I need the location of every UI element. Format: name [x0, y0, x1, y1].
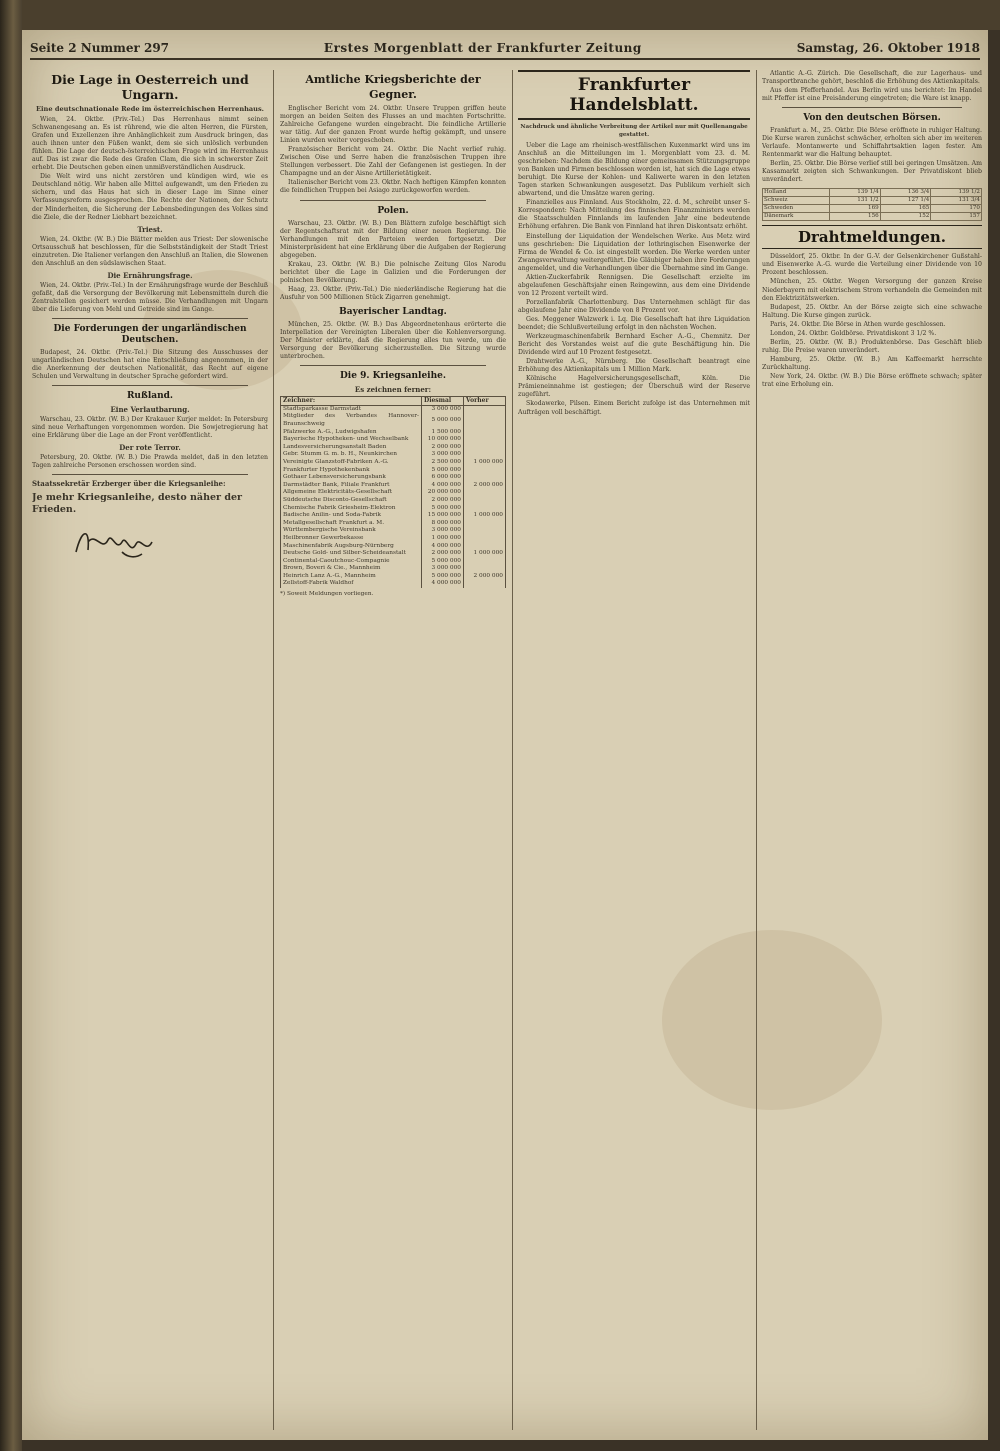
- section-title: Von den deutschen Börsen.: [803, 113, 941, 124]
- table-cell-amount: 2 000 000: [422, 497, 464, 505]
- column-3: [518, 70, 750, 1430]
- divider: [782, 107, 962, 108]
- article-paragraph: Petersburg, 20. Oktbr. (W. B.) Die Prawda meldet, daß in den letzten Tagen zahlreiche Personen erschossen worden sind.: [32, 454, 268, 470]
- table-cell-name: Stadtsparkasse Darmstadt: [281, 405, 422, 413]
- table-cell: 136 3/4: [880, 188, 931, 196]
- table-row: [281, 444, 506, 452]
- table-row: [763, 213, 982, 221]
- table-cell-name: Vereinigte Glanzstoff-Fabriken A.-G.: [281, 459, 422, 467]
- table-cell-amount: 5 000 000: [422, 558, 464, 566]
- table-cell-amount: 3 000 000: [422, 565, 464, 573]
- section-title: Polen.: [377, 205, 409, 216]
- section-title: Die 9. Kriegsanleihe.: [339, 371, 447, 382]
- header-page-number: Seite 2 Nummer 297: [30, 41, 170, 55]
- column-2: [280, 70, 506, 1430]
- table-cell: 152: [880, 213, 931, 221]
- article-paragraph: Werkzeugmaschinenfabrik Bernhard Escher A.-G., Chemnitz. Der Bericht des Vorstandes weist auf die gute Beschäftigung hin. Die Dividende wird auf 10 Prozent festgesetzt.: [518, 333, 750, 357]
- table-row: [281, 550, 506, 558]
- subscription-table: [280, 396, 506, 588]
- header-date: Samstag, 26. Oktober 1918: [796, 41, 980, 55]
- article-paragraph: Italienischer Bericht vom 23. Oktbr. Nach heftigen Kämpfen konnten die feindlichen Truppen bei Asiago zurückgeworfen werden.: [280, 179, 506, 195]
- book-spine: [0, 0, 22, 1451]
- divider: [52, 318, 248, 319]
- article-paragraph: Skodawerke, Pilsen. Einem Bericht zufolge ist das Unternehmen mit Aufträgen voll beschäftigt.: [518, 400, 750, 416]
- article-paragraph: Englischer Bericht vom 24. Oktbr. Unsere Truppen griffen heute morgen an beiden Seiten des Flusses an und machten Fortschritte. Zahlreiche Gefangene wurden eingebracht. Die feindliche Artillerie war tätig. Auf der ganzen Front wurde heftig gekämpft, und unsere Linien wurden weiter vorgeschoben.: [280, 105, 506, 145]
- table-cell-name: Gebr. Stumm G. m. b. H., Neunkirchen: [281, 451, 422, 459]
- table-row: [763, 188, 982, 196]
- table-cell-name: Heilbronner Gewerbekasse: [281, 535, 422, 543]
- exchange-rate-table: [762, 188, 982, 222]
- article-paragraph: Ueber die Lage am rheinisch-westfälischen Kuxenmarkt wird uns im Anschluß an die Mitteilungen im 1. Morgenblatt vom 23. d. M. geschrieben: Nachdem die Bildung einer gemeinsamen Stützungsgruppe von Banken und Firmen beschlossen worden ist, hat sich die Lage etwas beruhigt. Die Kurse der Kohlen- und Kaliwerte waren in den letzten Tagen starken Schwankungen ausgesetzt. Das Publikum verhielt sich abwartend, und die Umsätze waren gering.: [518, 142, 750, 198]
- table-cell-name: Allgemeine Elektricitäts-Gesellschaft: [281, 489, 422, 497]
- table-cell-previous: [464, 467, 506, 475]
- table-row: [281, 512, 506, 520]
- closing-lead: Staatssekretär Erzberger über die Kriegsanleihe:: [32, 479, 226, 489]
- section-subtitle: Eine Verlautbarung.: [110, 405, 190, 415]
- table-cell-previous: 2 000 000: [464, 573, 506, 581]
- table-cell-name: Chemische Fabrik Griesheim-Elektron: [281, 505, 422, 513]
- article-paragraph: München, 25. Oktbr. (W. B.) Das Abgeordnetenhaus erörterte die Interpellation der Vereinigten Liberalen über die Kohlenversorgung. Der Minister erklärte, daß die Regierung alles tun werde, um die Versorgung der Bevölkerung sicherzustellen. Die Sitzung wurde unterbrochen.: [280, 320, 506, 361]
- table-cell: 170: [931, 204, 982, 212]
- signature: [72, 522, 268, 562]
- table-row: [281, 451, 506, 459]
- table-cell-previous: [464, 497, 506, 505]
- header-newspaper-title: Erstes Morgenblatt der Frankfurter Zeitung: [323, 41, 642, 55]
- article-paragraph: Finanzielles aus Finnland. Aus Stockholm, 22. d. M., schreibt unser S-Korrespondent: Nach Mitteilung des finnischen Finanzministers werden die Staatsschulden Finnlands im laufenden Jahr eine bedeutende Erhöhung erfahren. Die Bank von Finnland hat ihren Diskontsatz erhöht.: [518, 199, 750, 231]
- table-cell-name: Deutsche Gold- und Silber-Scheideanstalt: [281, 550, 422, 558]
- table-cell: 165: [880, 204, 931, 212]
- table-row: [281, 489, 506, 497]
- table-footnote: *) Soweit Meldungen vorliegen.: [280, 591, 374, 598]
- table-cell-amount: 5 000 000: [422, 413, 464, 428]
- article-paragraph: Düsseldorf, 25. Oktbr. In der G.-V. der Gelsenkirchener Gußstahl- und Eisenwerke A.-G. wurde die Verteilung einer Dividende von 10 Prozent beschlossen.: [762, 253, 982, 277]
- table-row: [763, 204, 982, 212]
- table-cell-name: Metallgesellschaft Frankfurt a. M.: [281, 520, 422, 528]
- article-paragraph: Berlin, 25. Oktbr. (W. B.) Produktenbörse. Das Geschäft blieb ruhig. Die Preise waren unverändert.: [762, 338, 982, 354]
- table-cell-name: Bayerische Hypotheken- und Wechselbank: [281, 436, 422, 444]
- table-row: [281, 474, 506, 482]
- divider: [300, 365, 486, 366]
- table-cell-previous: [464, 558, 506, 566]
- article-subhead: Eine deutschnationale Rede im österreichischen Herrenhaus.: [36, 105, 264, 113]
- table-cell-previous: [464, 565, 506, 573]
- table-row: [281, 429, 506, 437]
- article-paragraph: Budapest, 24. Oktbr. (Priv.-Tel.) Die Sitzung des Ausschusses der ungarländischen Deutschen hat eine Entschließung angenommen, in der die Anerkennung der deutschen Nationalität, das Recht auf eigene Schulen und Verwaltung in deutscher Sprache gefordert wird.: [32, 348, 268, 381]
- table-cell: Holland: [763, 188, 830, 196]
- closing-slogan: Je mehr Kriegsanleihe, desto näher der Frieden.: [32, 492, 243, 516]
- article-paragraph: London, 24. Oktbr. Goldbörse. Privatdiskont 3 1/2 %.: [770, 329, 937, 337]
- table-row: [281, 520, 506, 528]
- table-cell-amount: 4 000 000: [422, 482, 464, 490]
- table-cell: 169: [830, 204, 881, 212]
- article-paragraph: Berlin, 25. Oktbr. Die Börse verlief still bei geringen Umsätzen. Am Kassamarkt zeigten sich Schwankungen. Der Privatdiskont blieb unverändert.: [762, 160, 982, 184]
- section-title: Der rote Terror.: [119, 443, 181, 453]
- article-paragraph: Hamburg, 25. Oktbr. (W. B.) Am Kaffeemarkt herrschte Zurückhaltung.: [762, 355, 982, 371]
- table-row: [281, 535, 506, 543]
- table-row: [281, 497, 506, 505]
- column-rule: [512, 70, 513, 1430]
- table-cell-amount: 20 000 000: [422, 489, 464, 497]
- signature-mark: [72, 522, 162, 562]
- table-cell-name: Darmstädter Bank, Filiale Frankfurt: [281, 482, 422, 490]
- table-cell: 157: [931, 213, 982, 221]
- article-paragraph: Warschau, 23. Oktbr. (W. B.) Der Krakauer Kurjer meldet: In Petersburg sind neue Verhaftungen vorgenommen worden. Die Sowjetregierung hat eine Erklärung über die Lage an der Front veröffentlicht.: [32, 416, 268, 440]
- table-cell: 156: [830, 213, 881, 221]
- table-cell-previous: [464, 489, 506, 497]
- table-cell-name: Gothaer Lebensversicherungsbank: [281, 474, 422, 482]
- table-row: [281, 505, 506, 513]
- table-cell-name: Landesversicherungsanstalt Baden: [281, 444, 422, 452]
- divider: [52, 385, 248, 386]
- table-cell-previous: [464, 520, 506, 528]
- table-cell-name: Continental-Caoutchouc-Compagnie: [281, 558, 422, 566]
- article-paragraph: Paris, 24. Oktbr. Die Börse in Athen wurde geschlossen.: [770, 320, 946, 328]
- table-cell-amount: 2 500 000: [422, 459, 464, 467]
- column-rule: [756, 70, 757, 1430]
- table-cell: 131 1/2: [830, 196, 881, 204]
- table-cell-previous: [464, 543, 506, 551]
- article-paragraph: Drahtwerke A.-G., Nürnberg. Die Gesellschaft beantragt eine Erhöhung des Aktienkapitals um 1 Million Mark.: [518, 358, 750, 374]
- section-subtitle: Es zeichnen ferner:: [354, 385, 432, 395]
- table-cell-previous: [464, 527, 506, 535]
- table-row: [281, 413, 506, 428]
- table-cell-amount: 5 000 000: [422, 467, 464, 475]
- table-cell-amount: 6 000 000: [422, 474, 464, 482]
- table-row: [281, 405, 506, 413]
- article-paragraph: Haag, 23. Oktbr. (Priv.-Tel.) Die niederländische Regierung hat die Ausfuhr von 500 Millionen Stück Zigarren genehmigt.: [280, 285, 506, 301]
- divider: [300, 200, 486, 201]
- table-cell-amount: 5 000 000: [422, 505, 464, 513]
- table-cell-name: Frankfurter Hypothekenbank: [281, 467, 422, 475]
- table-cell-amount: 1 000 000: [422, 535, 464, 543]
- article-paragraph: Budapest, 25. Oktbr. An der Börse zeigte sich eine schwache Haltung. Die Kurse gingen zurück.: [762, 303, 982, 319]
- table-cell-previous: 1 000 000: [464, 512, 506, 520]
- table-cell-amount: 4 000 000: [422, 543, 464, 551]
- table-cell-previous: [464, 429, 506, 437]
- table-cell-amount: 15 000 000: [422, 512, 464, 520]
- table-cell-previous: [464, 535, 506, 543]
- table-row: [281, 436, 506, 444]
- column-rule: [273, 70, 274, 1430]
- article-paragraph: Wien, 24. Oktbr. (Priv.-Tel.) In der Ernährungsfrage wurde der Beschluß gefaßt, daß die Versorgung der Bevölkerung mit Lebensmitteln durch die Zentralstellen gesichert werden müsse. Die Verhandlungen mit Ungarn über die Lieferung von Mehl und Getreide sind im Gange.: [32, 281, 268, 313]
- table-row: [281, 573, 506, 581]
- table-cell-amount: 2 000 000: [422, 550, 464, 558]
- table-cell-amount: 1 500 000: [422, 429, 464, 437]
- section-title: Bayerischer Landtag.: [339, 306, 447, 317]
- section-title: Triest.: [137, 224, 163, 234]
- table-cell: 131 3/4: [931, 196, 982, 204]
- table-cell-amount: 2 000 000: [422, 444, 464, 452]
- table-row: [281, 558, 506, 566]
- scan-top-edge: [0, 0, 1000, 30]
- table-row: [281, 459, 506, 467]
- table-cell: 127 1/4: [880, 196, 931, 204]
- table-cell-previous: [464, 580, 506, 588]
- divider: [52, 474, 248, 475]
- table-cell-amount: 4 000 000: [422, 580, 464, 588]
- article-paragraph: Kölnische Hagelversicherungsgesellschaft, Köln. Die Prämieneinnahme ist gestiegen; der Überschuß wird der Reserve zugeführt.: [518, 375, 750, 399]
- article-paragraph: Wien, 24. Oktbr. (Priv.-Tel.) Das Herrenhaus nimmt seinen Schwanengesang an. Es ist rührend, wie die alten Herren, die Fürsten, Grafen und Exzellenzen ihre Anhänglichkeit zum Ausdruck bringen, das auch ihnen unter den Füßen wankt, dem sie sich unlöslich verbunden fühlen. Die Lage der deutsch-österreichischen Frage wird im Herrenhaus auf. Das ist zwar die Rede des Grafen Clam, die sich in schwerster Zeit erhebt. Die Deutschen geben einen unmißverständlichen Ausdruck.: [32, 116, 268, 172]
- article-paragraph: Die Welt wird uns nicht zerstören und kündigen wird, wie es Deutschland nötig. Wir haben alle Mittel aufgewandt, um den Frieden zu sichern, und das Haus hat sich in dieser Lage im Sinne einer Verfassungsreform ausgesprochen. Die Rechte der Nationen, der Schutz der Minderheiten, die Sicherung der Lebensbedingungen des Volkes sind die Ziele, die der Redner Liebhart bezeichnet.: [32, 173, 268, 221]
- table-row: [281, 565, 506, 573]
- reprint-note: Nachdruck und ähnliche Verbreitung der Artikel nur mit Quellenangabe gestattet.: [520, 124, 748, 138]
- table-cell-previous: [464, 474, 506, 482]
- article-paragraph: Frankfurt a. M., 25. Oktbr. Die Börse eröffnete in ruhiger Haltung. Die Kurse waren zunächst schwächer, erholten sich aber im weiteren Verlaufe. Montanwerte und Schiffahrtsaktien lagen fester. Am Rentenmarkt war die Haltung behauptet.: [762, 127, 982, 159]
- table-cell-amount: 8 000 000: [422, 520, 464, 528]
- table-header-previous: Vorher: [464, 397, 506, 406]
- table-cell-previous: [464, 413, 506, 428]
- table-cell: Schweiz: [763, 196, 830, 204]
- table-cell-amount: 3 000 000: [422, 451, 464, 459]
- table-cell-amount: 10 000 000: [422, 436, 464, 444]
- table-cell-previous: 1 000 000: [464, 550, 506, 558]
- table-cell-name: Maschinenfabrik Augsburg-Nürnberg: [281, 543, 422, 551]
- table-cell-name: Süddeutsche Disconto-Gesellschaft: [281, 497, 422, 505]
- article-paragraph: Porzellanfabrik Charlottenburg. Das Unternehmen schlägt für das abgelaufene Jahr eine Dividende von 8 Prozent vor.: [518, 298, 750, 314]
- table-cell-previous: [464, 451, 506, 459]
- newspaper-page: [22, 30, 988, 1440]
- table-header-name: Zeichner:: [281, 397, 422, 406]
- running-header: [30, 38, 980, 60]
- column-1: [32, 70, 268, 1430]
- article-paragraph: New York, 24. Oktbr. (W. B.) Die Börse eröffnete schwach; später trat eine Erholung ein.: [762, 372, 982, 389]
- table-cell-amount: 3 000 000: [422, 527, 464, 535]
- table-cell-previous: 2 000 000: [464, 482, 506, 490]
- table-cell-previous: 1 000 000: [464, 459, 506, 467]
- table-cell: 139 1/2: [931, 188, 982, 196]
- article-paragraph: München, 25. Oktbr. Wegen Versorgung der ganzen Kreise Niederbayern mit elektrischem Strom verhandeln die Gemeinden mit den Elektrizitätswerken.: [762, 278, 982, 302]
- article-headline: Die Lage in Oesterreich und Ungarn.: [51, 72, 249, 102]
- table-cell-name: Zellstoff-Fabrik Waldhof: [281, 580, 422, 588]
- article-paragraph: Atlantic A.-G. Zürich. Die Gesellschaft, die zur Lagerhaus- und Transportbranche gehört, beschloß die Erhöhung des Aktienkapitals.: [762, 70, 982, 86]
- table-cell-previous: [464, 405, 506, 413]
- table-header-amount: Diesmal: [422, 397, 464, 406]
- table-row: [281, 482, 506, 490]
- table-row: [281, 580, 506, 588]
- article-paragraph: Warschau, 23. Oktbr. (W. B.) Den Blättern zufolge beschäftigt sich der Regentschaftsrat mit der Bildung einer neuen Regierung. Die Verhandlungen mit den Parteien werden fortgesetzt. Der Ministerpräsident hat eine Erklärung über die Aufgaben der Regierung abgegeben.: [280, 219, 506, 259]
- article-paragraph: Aus dem Pfefferhandel. Aus Berlin wird uns berichtet: Im Handel mit Pfeffer ist eine Preisänderung eingetreten; die Ware ist knapp.: [762, 87, 982, 103]
- table-row: [281, 527, 506, 535]
- table-cell-name: Mitglieder des Verbandes Hannover-Braunschweig: [281, 413, 422, 428]
- section-title: Die Ernährungsfrage.: [107, 270, 193, 280]
- table-cell-previous: [464, 444, 506, 452]
- article-paragraph: Einstellung der Liquidation der Wendelschen Werke. Aus Metz wird uns geschrieben: Die Liquidation der lothringischen Eisenwerke der Firma de Wendel & Co. ist eingestellt worden. Die Werke werden unter Zwangsverwaltung weitergeführt. Die Gläubiger haben ihre Forderungen angemeldet, und die Verhandlungen über die Übernahme sind im Gange.: [518, 232, 750, 272]
- table-cell-amount: 3 000 000: [422, 405, 464, 413]
- table-row: [281, 543, 506, 551]
- table-cell-name: Brown, Boveri & Cie., Mannheim: [281, 565, 422, 573]
- table-row: [763, 196, 982, 204]
- article-headline: Amtliche Kriegsberichte der Gegner.: [305, 73, 481, 101]
- section-masthead: Frankfurter Handelsblatt.: [518, 70, 750, 120]
- table-cell: Dänemark: [763, 213, 830, 221]
- table-cell-amount: 5 000 000: [422, 573, 464, 581]
- section-title: Die Forderungen der ungarländischen Deutschen.: [53, 323, 247, 345]
- table-cell-previous: [464, 505, 506, 513]
- table-cell-name: Badische Anilin- und Soda-Fabrik: [281, 512, 422, 520]
- article-paragraph: Ges. Meggener Walzwerk i. Lq. Die Gesellschaft hat ihre Liquidation beendet; die Schlußverteilung erfolgt in den nächsten Wochen.: [518, 315, 750, 332]
- table-cell-name: Württembergische Vereinsbank: [281, 527, 422, 535]
- table-cell: 139 1/4: [830, 188, 881, 196]
- article-paragraph: Französischer Bericht vom 24. Oktbr. Die Nacht verlief ruhig. Zwischen Oise und Serre haben die französischen Truppen ihre Stellungen verbessert. Die Zahl der Gefangenen ist gestiegen. In der Champagne und an der Aisne Artillerietätigkeit.: [280, 146, 506, 178]
- article-paragraph: Krakau, 23. Oktbr. (W. B.) Die polnische Zeitung Glos Narodu berichtet über die Lage in Galizien und die Forderungen der polnischen Bevölkerung.: [280, 260, 506, 284]
- article-paragraph: Wien, 24. Oktbr. (W. B.) Die Blätter melden aus Triest: Der slowenische Ortsausschuß hat beschlossen, für die Selbstständigkeit der Stadt Triest einzutreten. Die Italiener verlangen den Anschluß an Italien, die Slowenen den Anschluß an den südslawischen Staat.: [32, 235, 268, 267]
- table-cell-previous: [464, 436, 506, 444]
- table-cell: Schweden: [763, 204, 830, 212]
- section-title: Rußland.: [126, 391, 174, 402]
- table-row: [281, 467, 506, 475]
- table-cell-name: Pfalzwerke A.-G., Ludwigshafen: [281, 429, 422, 437]
- table-cell-name: Heinrich Lanz A.-G., Mannheim: [281, 573, 422, 581]
- section-title: Drahtmeldungen.: [762, 225, 982, 249]
- column-4: [762, 70, 982, 1430]
- article-paragraph: Aktien-Zuckerfabrik Rennigsen. Die Gesellschaft erzielte im abgelaufenen Geschäftsjahr einen Reingewinn, aus dem eine Dividende von 12 Prozent verteilt wird.: [518, 273, 750, 297]
